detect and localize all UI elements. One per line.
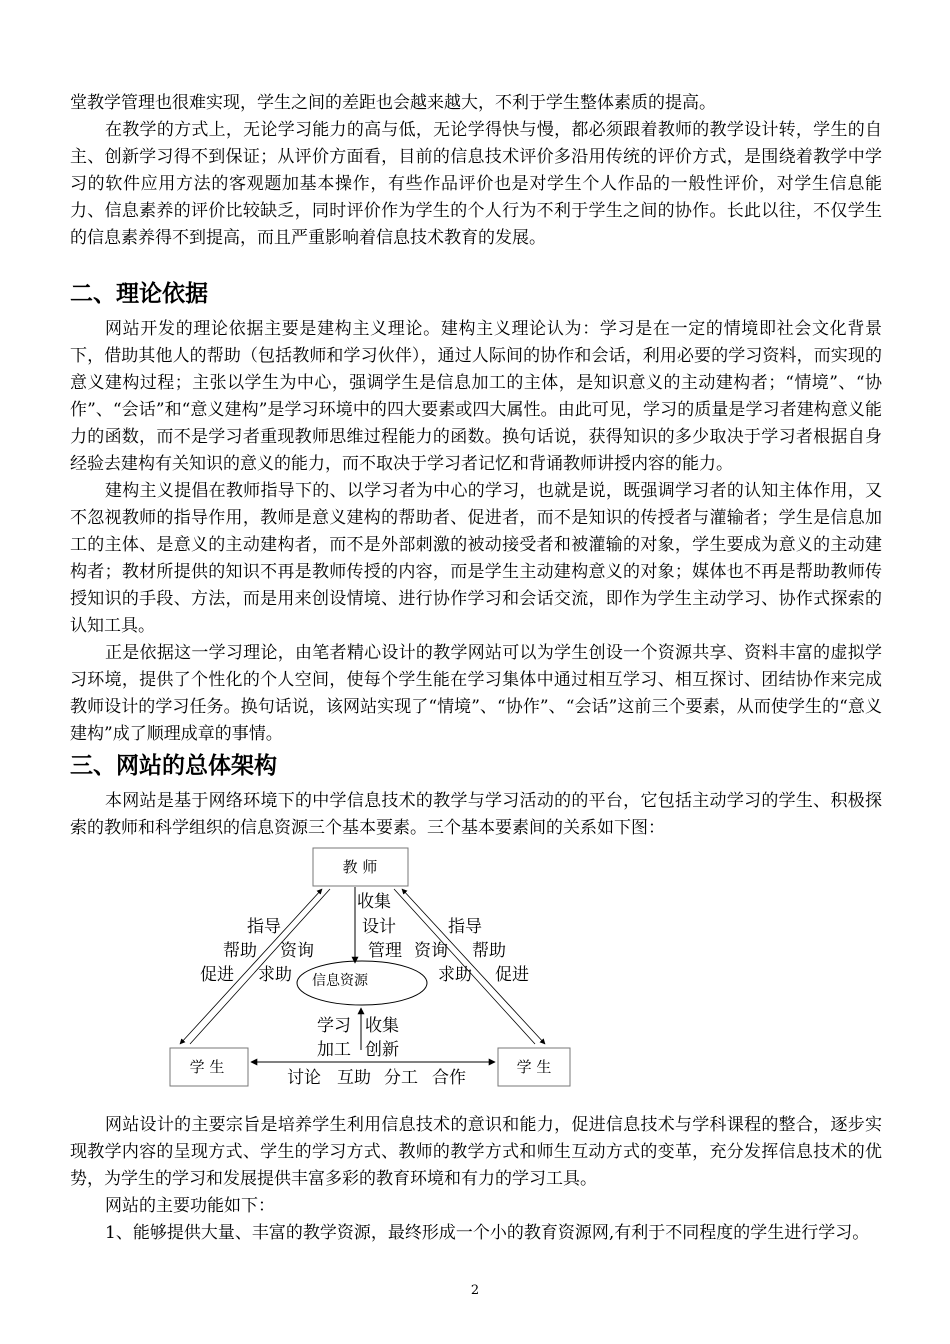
student-right-label: 学 生	[516, 1058, 552, 1076]
paragraph-continued: 堂教学管理也很难实现，学生之间的差距也会越来越大，不利于学生整体素质的提高。	[70, 93, 716, 113]
paragraph-design-purpose: 网站设计的主要宗旨是培养学生利用信息技术的意识和能力，促进信息技术与学科课程的整合，逐步实现教学内容的呈现方式、学生的学习方式、教师的教学方式和师生互动方式的变革，充分发挥信息技术的优势，为学生的学习和发展提供丰富多彩的教育环境和有力的学习工具。	[70, 1115, 882, 1189]
paragraph-teaching-methods: 在教学的方式上，无论学习能力的高与低，无论学得快与慢，都必须跟着教师的教学设计转，学生的自主、创新学习得不到保证；从评价方面看，目前的信息技术评价多沿用传统的评价方式，是围绕着教学中学习的软件应用方法的客观题加基本操作，有些作品评价也是对学生个人作品的一般性评价，对学生信息能力、信息素养的评价比较缺乏，同时评价作为学生的个人行为不利于学生之间的协作。长此以往，不仅学生的信息素养得不到提高，而且严重影响着信息技术教育的发展。	[70, 120, 882, 248]
paragraph-learner-centered: 建构主义提倡在教师指导下的、以学习者为中心的学习，也就是说，既强调学习者的认知主体作用，又不忽视教师的指导作用，教师是意义建构的帮助者、促进者，而不是知识的传授者与灌输者；学生是信息加工的主体、是意义的主动建构者，而不是外部刺激的被动接受者和被灌输的对象，学生要成为意义的主动建构者；教材所提供的知识不再是教师传授的内容，而是学生主动建构意义的对象；媒体也不再是帮助教师传授知识的手段、方法，而是用来创设情境、进行协作学习和会话交流，即作为学生主动学习、协作式探索的认知工具。	[70, 481, 882, 636]
theory-text-block	[70, 316, 882, 748]
paragraph-constructivism: 网站开发的理论依据主要是建构主义理论。建构主义理论认为：学习是在一定的情境即社会文化背景下，借助其他人的帮助（包括教师和学习伙伴），通过人际间的协作和会话，利用必要的学习资料，而实现的意义建构过程；主张以学生为中心，强调学生是信息加工的主体，是知识意义的主动建构者；“情境”、“协作”、“会话”和“意义建构”是学习环境中的四大要素或四大属性。由此可见，学习的质量是学习者建构意义能力的函数，而不是学习者重现教师思维过程能力的函数。换句话说，获得知识的多少取决于学习者根据自身经验去建构有关知识的意义的能力，而不取决于学习者记忆和背诵教师讲授内容的能力。	[70, 319, 882, 474]
architecture-intro-block	[70, 788, 882, 842]
label-study: 学习	[317, 1016, 351, 1036]
label-guide-right: 指导	[448, 917, 482, 937]
label-promote-right: 促进	[495, 965, 529, 985]
label-mutual-help: 互助	[337, 1068, 371, 1088]
label-help-right: 帮助	[472, 941, 506, 961]
label-division: 分工	[384, 1068, 418, 1088]
label-guide-left: 指导	[247, 917, 281, 937]
label-design: 设计	[362, 917, 396, 937]
teacher-label: 教 师	[342, 858, 378, 876]
label-seekhelp-right: 求助	[438, 965, 472, 985]
label-discuss: 讨论	[287, 1068, 321, 1088]
label-help-left: 帮助	[223, 941, 257, 961]
label-process: 加工	[317, 1040, 351, 1060]
label-collect-bottom: 收集	[365, 1016, 399, 1036]
label-promote-left: 促进	[200, 965, 234, 985]
label-collect-top: 收集	[357, 892, 391, 912]
label-innovate: 创新	[365, 1040, 399, 1060]
section-heading-theory: 二、理论依据	[70, 281, 208, 307]
architecture-after-block	[70, 1112, 882, 1247]
paragraph-function-1: 1、能够提供大量、丰富的教学资源，最终形成一个小的教育资源网,有利于不同程度的学生进行学习。	[105, 1223, 870, 1243]
info-resource-label: 信息资源	[312, 973, 368, 989]
paragraph-architecture-intro: 本网站是基于网络环境下的中学信息技术的教学与学习活动的的平台，它包括主动学习的学生、积极探索的教师和科学组织的信息资源三个基本要素。三个基本要素间的关系如下图：	[70, 791, 882, 838]
relationship-diagram	[150, 845, 600, 1095]
top-text-block	[70, 90, 882, 252]
page-number: 2	[470, 1283, 480, 1298]
paragraph-functions-intro: 网站的主要功能如下：	[105, 1196, 275, 1216]
label-consult-left: 资询	[280, 941, 314, 961]
label-manage: 管理	[368, 941, 402, 961]
section-heading-architecture: 三、网站的总体架构	[70, 753, 277, 779]
label-seekhelp-left: 求助	[258, 965, 292, 985]
label-cooperate: 合作	[432, 1068, 466, 1088]
label-consult-right: 资询	[414, 941, 448, 961]
paragraph-website-application: 正是依据这一学习理论，由笔者精心设计的教学网站可以为学生创设一个资源共享、资料丰富的虚拟学习环境，提供了个性化的个人空间，使每个学生能在学习集体中通过相互学习、相互探讨、团结协作来完成教师设计的学习任务。换句话说，该网站实现了“情境”、“协作”、“会话”这前三个要素，从而使学生的“意义建构”成了顺理成章的事情。	[70, 643, 882, 744]
student-left-label: 学 生	[189, 1058, 225, 1076]
